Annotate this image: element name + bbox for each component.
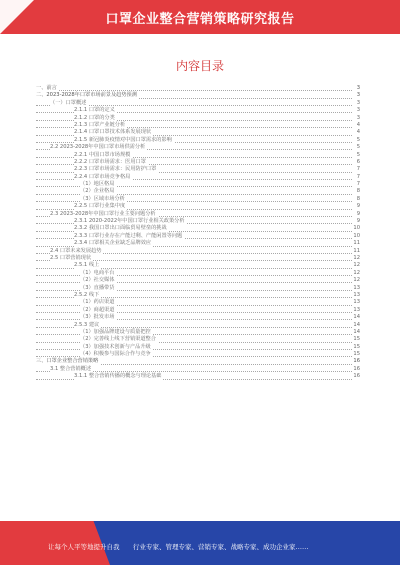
toc-entry-page: 5: [356, 151, 360, 158]
toc-entry-page: 3: [356, 107, 360, 114]
toc-entry-page: 9: [356, 210, 360, 217]
toc-entry-page: 13: [353, 291, 360, 298]
toc-entry-text: （1）电商平台: [80, 269, 115, 276]
toc-entry-text: 2.5.1 线上: [74, 262, 100, 269]
toc-entry-page: 12: [353, 277, 360, 284]
toc-entry-page: 11: [353, 247, 360, 254]
toc-entry-text: 2.2.2 口罩市场需求：医用口罩: [74, 158, 146, 165]
toc-entry-text: 2.2.1 中国口罩市场规模: [74, 151, 131, 158]
toc-entry-page: 8: [356, 195, 360, 202]
toc-entry-page: 9: [356, 218, 360, 225]
toc-entry[interactable]: [36, 262, 360, 269]
report-title: 口罩企业整合营销策略研究报告: [105, 12, 295, 27]
toc-entry-page: 3: [356, 92, 360, 99]
toc-entry[interactable]: [36, 203, 360, 210]
toc-entry-text: 2.4 口罩未来发展趋势: [50, 247, 102, 254]
toc-entry-page: 16: [353, 358, 360, 365]
toc-entry-text: 2.1.2 口罩的分类: [74, 114, 115, 121]
toc-entry-page: 4: [356, 121, 360, 128]
toc-entry[interactable]: [36, 373, 360, 380]
toc-entry-text: 2.3.1 2020-2022年中国口罩行业相关政策分析: [74, 218, 185, 225]
toc-entry-text: 2.2.3 口罩市场需求：民用防护口罩: [74, 166, 157, 173]
toc-entry[interactable]: [36, 225, 360, 232]
toc-entry-page: 8: [356, 188, 360, 195]
toc-entry-page: 3: [356, 99, 360, 106]
toc-entry[interactable]: [36, 188, 360, 195]
toc-entry-text: 2.1.4 口罩口罩技术体系发展现状: [74, 129, 152, 136]
toc-entry-text: （3）批发市场: [80, 314, 115, 321]
toc-entry-text: 2.1.3 口罩产业链分析: [74, 121, 126, 128]
toc-entry-page: 14: [353, 314, 360, 321]
toc-entry-text: 2.2 2023-2028年中国口罩市场供需分析: [50, 144, 146, 151]
toc-entry-text: （4）积极参与国际合作与竞争: [80, 351, 151, 358]
toc-entry-text: （2）商超渠道: [80, 306, 115, 313]
toc-entry[interactable]: [36, 314, 360, 321]
toc-entry-text: （一）口罩概述: [50, 99, 87, 106]
toc-entry[interactable]: [36, 307, 360, 314]
footer-slogan: 让每个人平等地提升自我: [48, 543, 120, 551]
toc-entry[interactable]: [36, 144, 360, 151]
toc-entry-text: 2.3.3 口罩行业存在产能过剩、产能闲置等问题: [74, 232, 183, 239]
toc-entry-page: 14: [353, 321, 360, 328]
toc-entry[interactable]: [36, 344, 360, 351]
toc-entry[interactable]: [36, 107, 360, 114]
toc-entry-page: 9: [356, 203, 360, 210]
toc-entry-page: 7: [356, 173, 360, 180]
toc-entry-page: 15: [353, 351, 360, 358]
toc-entry-text: 2.1.5 新冠肺炎疫情对中国口罩需求的影响: [74, 136, 172, 143]
toc-entry-page: 15: [353, 336, 360, 343]
toc-entry-page: 7: [356, 181, 360, 188]
toc-entry[interactable]: [36, 92, 360, 99]
toc-entry-text: 2.5.2 线下: [74, 291, 100, 298]
footer-roles: 行业专家、管理专家、营销专家、战略专家、成功企业家……: [133, 543, 309, 551]
toc-entry-page: 13: [353, 306, 360, 313]
toc-entry-page: 5: [356, 136, 360, 143]
toc-entry-text: （3）加强技术创新与产品升级: [80, 343, 151, 350]
toc-entry[interactable]: [36, 285, 360, 292]
toc-entry-page: 5: [356, 144, 360, 151]
toc-entry-text: 3.1.1 整合营销传播的概念与理论基础: [74, 373, 162, 380]
toc-entry[interactable]: [36, 336, 360, 343]
toc-entry-page: 3: [356, 114, 360, 121]
toc-entry-page: 13: [353, 284, 360, 291]
toc-entry-text: （3）直播带货: [80, 284, 115, 291]
toc-entry-text: 2.3.4 口罩相关企业缺乏品牌效应: [74, 240, 152, 247]
toc-entry-text: （3）区域市场分析: [80, 195, 125, 202]
toc-entry[interactable]: [36, 322, 360, 329]
toc-entry-text: （2）完善线上线下营销渠道整合: [80, 336, 156, 343]
toc-entry-text: （1）地区格局: [80, 181, 115, 188]
toc-entry-page: 4: [356, 129, 360, 136]
toc-entry-page: 15: [353, 343, 360, 350]
toc-entry-text: 二、2023-2028年口罩市场前景及趋势预测: [36, 92, 137, 99]
toc-entry-text: （2）企业格局: [80, 188, 115, 195]
report-header: [0, 0, 400, 34]
toc-entry-text: 2.1.1 口罩的定义: [74, 107, 115, 114]
toc-entry-text: （2）社交媒体: [80, 277, 115, 284]
toc-entry[interactable]: [36, 166, 360, 173]
toc-entry[interactable]: [36, 299, 360, 306]
toc-entry-page: 3: [356, 85, 360, 91]
toc-entry-text: 三、口罩企业整合营销策略: [36, 358, 99, 365]
table-of-contents: [36, 85, 360, 381]
toc-entry-page: 13: [353, 299, 360, 306]
toc-entry-text: （1）药店渠道: [80, 299, 115, 306]
toc-entry-text: 2.2.4 口罩市场竞争格局: [74, 173, 131, 180]
toc-entry-page: 10: [353, 225, 360, 232]
toc-entry-page: 7: [356, 166, 360, 173]
toc-entry-text: 3.1 整合营销概述: [50, 365, 92, 372]
toc-heading: 内容目录: [175, 59, 224, 73]
toc-entry-text: （1）加强品牌建设与质量把控: [80, 328, 151, 335]
toc-entry[interactable]: [36, 358, 360, 365]
toc-entry[interactable]: [36, 174, 360, 181]
toc-entry[interactable]: [36, 240, 360, 247]
toc-entry-text: 一、前言: [36, 85, 57, 91]
toc-entry-text: 2.2.5 口罩行业集中度: [74, 203, 126, 210]
toc-entry-page: 16: [353, 365, 360, 372]
toc-entry-page: 12: [353, 269, 360, 276]
toc-entry-page: 10: [353, 232, 360, 239]
toc-entry-page: 6: [356, 158, 360, 165]
toc-entry-text: 2.3 2023-2028年中国口罩行业主要问题分析: [50, 210, 156, 217]
toc-entry[interactable]: [36, 129, 360, 136]
toc-entry-page: 14: [353, 328, 360, 335]
toc-entry-text: 2.3.2 我国口罩出口面临贸易壁垒的挑战: [74, 225, 167, 232]
toc-entry-page: 12: [353, 254, 360, 261]
toc-entry[interactable]: [36, 277, 360, 284]
toc-entry[interactable]: [36, 115, 360, 122]
toc-entry[interactable]: [36, 152, 360, 159]
toc-entry-page: 11: [353, 240, 360, 247]
toc-entry-text: 2.5.3 建议: [74, 321, 100, 328]
toc-entry[interactable]: [36, 248, 360, 255]
footer-banner: [0, 521, 400, 565]
toc-entry-page: 12: [353, 262, 360, 269]
toc-entry-page: 16: [353, 373, 360, 380]
toc-entry[interactable]: [36, 211, 360, 218]
toc-entry-text: 2.5 口罩营销现状: [50, 254, 92, 261]
